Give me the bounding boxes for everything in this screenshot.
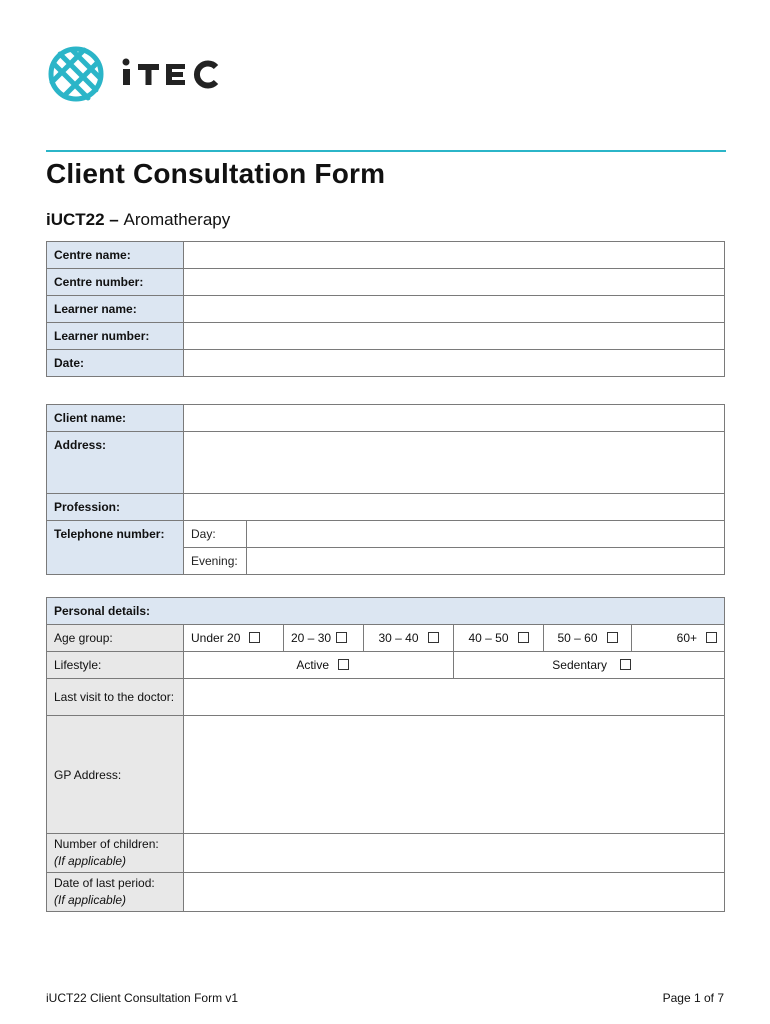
table-row [47, 652, 725, 679]
centre-name-label: Centre name: [47, 242, 184, 269]
age-option-label: 20 – 30 [291, 631, 332, 645]
address-label: Address: [47, 432, 184, 494]
telephone-label: Telephone number: [47, 521, 184, 575]
gp-address-label: GP Address: [47, 716, 184, 834]
learner-number-field[interactable] [184, 323, 725, 350]
children-note: (If applicable) [54, 854, 127, 868]
itec-logo [44, 42, 224, 106]
evening-label: Evening: [184, 548, 247, 575]
day-phone-field[interactable] [247, 521, 725, 548]
checkbox[interactable] [518, 632, 529, 643]
personal-details-table [46, 597, 725, 912]
age-option-50-60[interactable] [544, 625, 632, 652]
client-name-field[interactable] [184, 405, 725, 432]
centre-name-field[interactable] [184, 242, 725, 269]
evening-phone-field[interactable] [247, 548, 725, 575]
learner-name-label: Learner name: [47, 296, 184, 323]
age-option-label: 30 – 40 [378, 631, 419, 645]
lifestyle-option-label: Sedentary [552, 658, 607, 672]
client-table [46, 404, 725, 575]
centre-table [46, 241, 725, 377]
last-period-field[interactable] [184, 873, 725, 912]
personal-details-heading: Personal details: [47, 598, 725, 625]
last-period-note: (If applicable) [54, 893, 127, 907]
children-field[interactable] [184, 834, 725, 873]
table-row [47, 269, 725, 296]
lifestyle-active[interactable] [184, 652, 454, 679]
age-group-label: Age group: [47, 625, 184, 652]
centre-number-field[interactable] [184, 269, 725, 296]
date-label: Date: [47, 350, 184, 377]
checkbox[interactable] [428, 632, 439, 643]
age-option-label: 50 – 60 [557, 631, 598, 645]
day-label: Day: [184, 521, 247, 548]
age-option-60-plus[interactable] [632, 625, 725, 652]
learner-name-field[interactable] [184, 296, 725, 323]
checkbox[interactable] [249, 632, 260, 643]
age-option-label: 60+ [676, 631, 697, 645]
title-rule [46, 150, 726, 152]
profession-label: Profession: [47, 494, 184, 521]
checkbox[interactable] [706, 632, 717, 643]
table-row [47, 834, 725, 873]
lifestyle-sedentary[interactable] [454, 652, 725, 679]
date-field[interactable] [184, 350, 725, 377]
age-option-label: 40 – 50 [468, 631, 509, 645]
address-field[interactable] [184, 432, 725, 494]
children-label-cell [47, 834, 184, 873]
table-row [47, 494, 725, 521]
profession-field[interactable] [184, 494, 725, 521]
table-row [47, 350, 725, 377]
checkbox[interactable] [338, 659, 349, 670]
unit-name: Aromatherapy [123, 210, 231, 229]
checkbox[interactable] [620, 659, 631, 670]
gp-address-field[interactable] [184, 716, 725, 834]
table-row [47, 296, 725, 323]
learner-number-label: Learner number: [47, 323, 184, 350]
checkbox[interactable] [336, 632, 347, 643]
lifestyle-label: Lifestyle: [47, 652, 184, 679]
last-visit-field[interactable] [184, 679, 725, 716]
children-label: Number of children: [54, 837, 159, 851]
table-row [47, 323, 725, 350]
table-row [47, 405, 725, 432]
table-row [47, 625, 725, 652]
age-option-30-40[interactable] [364, 625, 454, 652]
age-option-40-50[interactable] [454, 625, 544, 652]
table-row [47, 521, 725, 548]
client-name-label: Client name: [47, 405, 184, 432]
table-row [47, 598, 725, 625]
unit-code: iUCT22 [46, 210, 105, 229]
last-period-label: Date of last period: [54, 876, 155, 890]
page-title: Client Consultation Form [46, 158, 386, 189]
age-option-label: Under 20 [191, 631, 241, 645]
lifestyle-option-label: Active [296, 658, 329, 672]
age-option-20-30[interactable] [284, 625, 364, 652]
table-row [47, 242, 725, 269]
page-subtitle [46, 210, 230, 230]
table-row [47, 873, 725, 912]
last-period-label-cell [47, 873, 184, 912]
footer-page-number: Page 1 of 7 [662, 991, 724, 1005]
last-visit-label: Last visit to the doctor: [47, 679, 184, 716]
age-option-under-20[interactable] [184, 625, 284, 652]
centre-number-label: Centre number: [47, 269, 184, 296]
table-row [47, 679, 725, 716]
checkbox[interactable] [607, 632, 618, 643]
table-row [47, 432, 725, 494]
unit-separator: – [104, 210, 124, 229]
footer-document-name: iUCT22 Client Consultation Form v1 [46, 991, 239, 1005]
table-row [47, 716, 725, 834]
